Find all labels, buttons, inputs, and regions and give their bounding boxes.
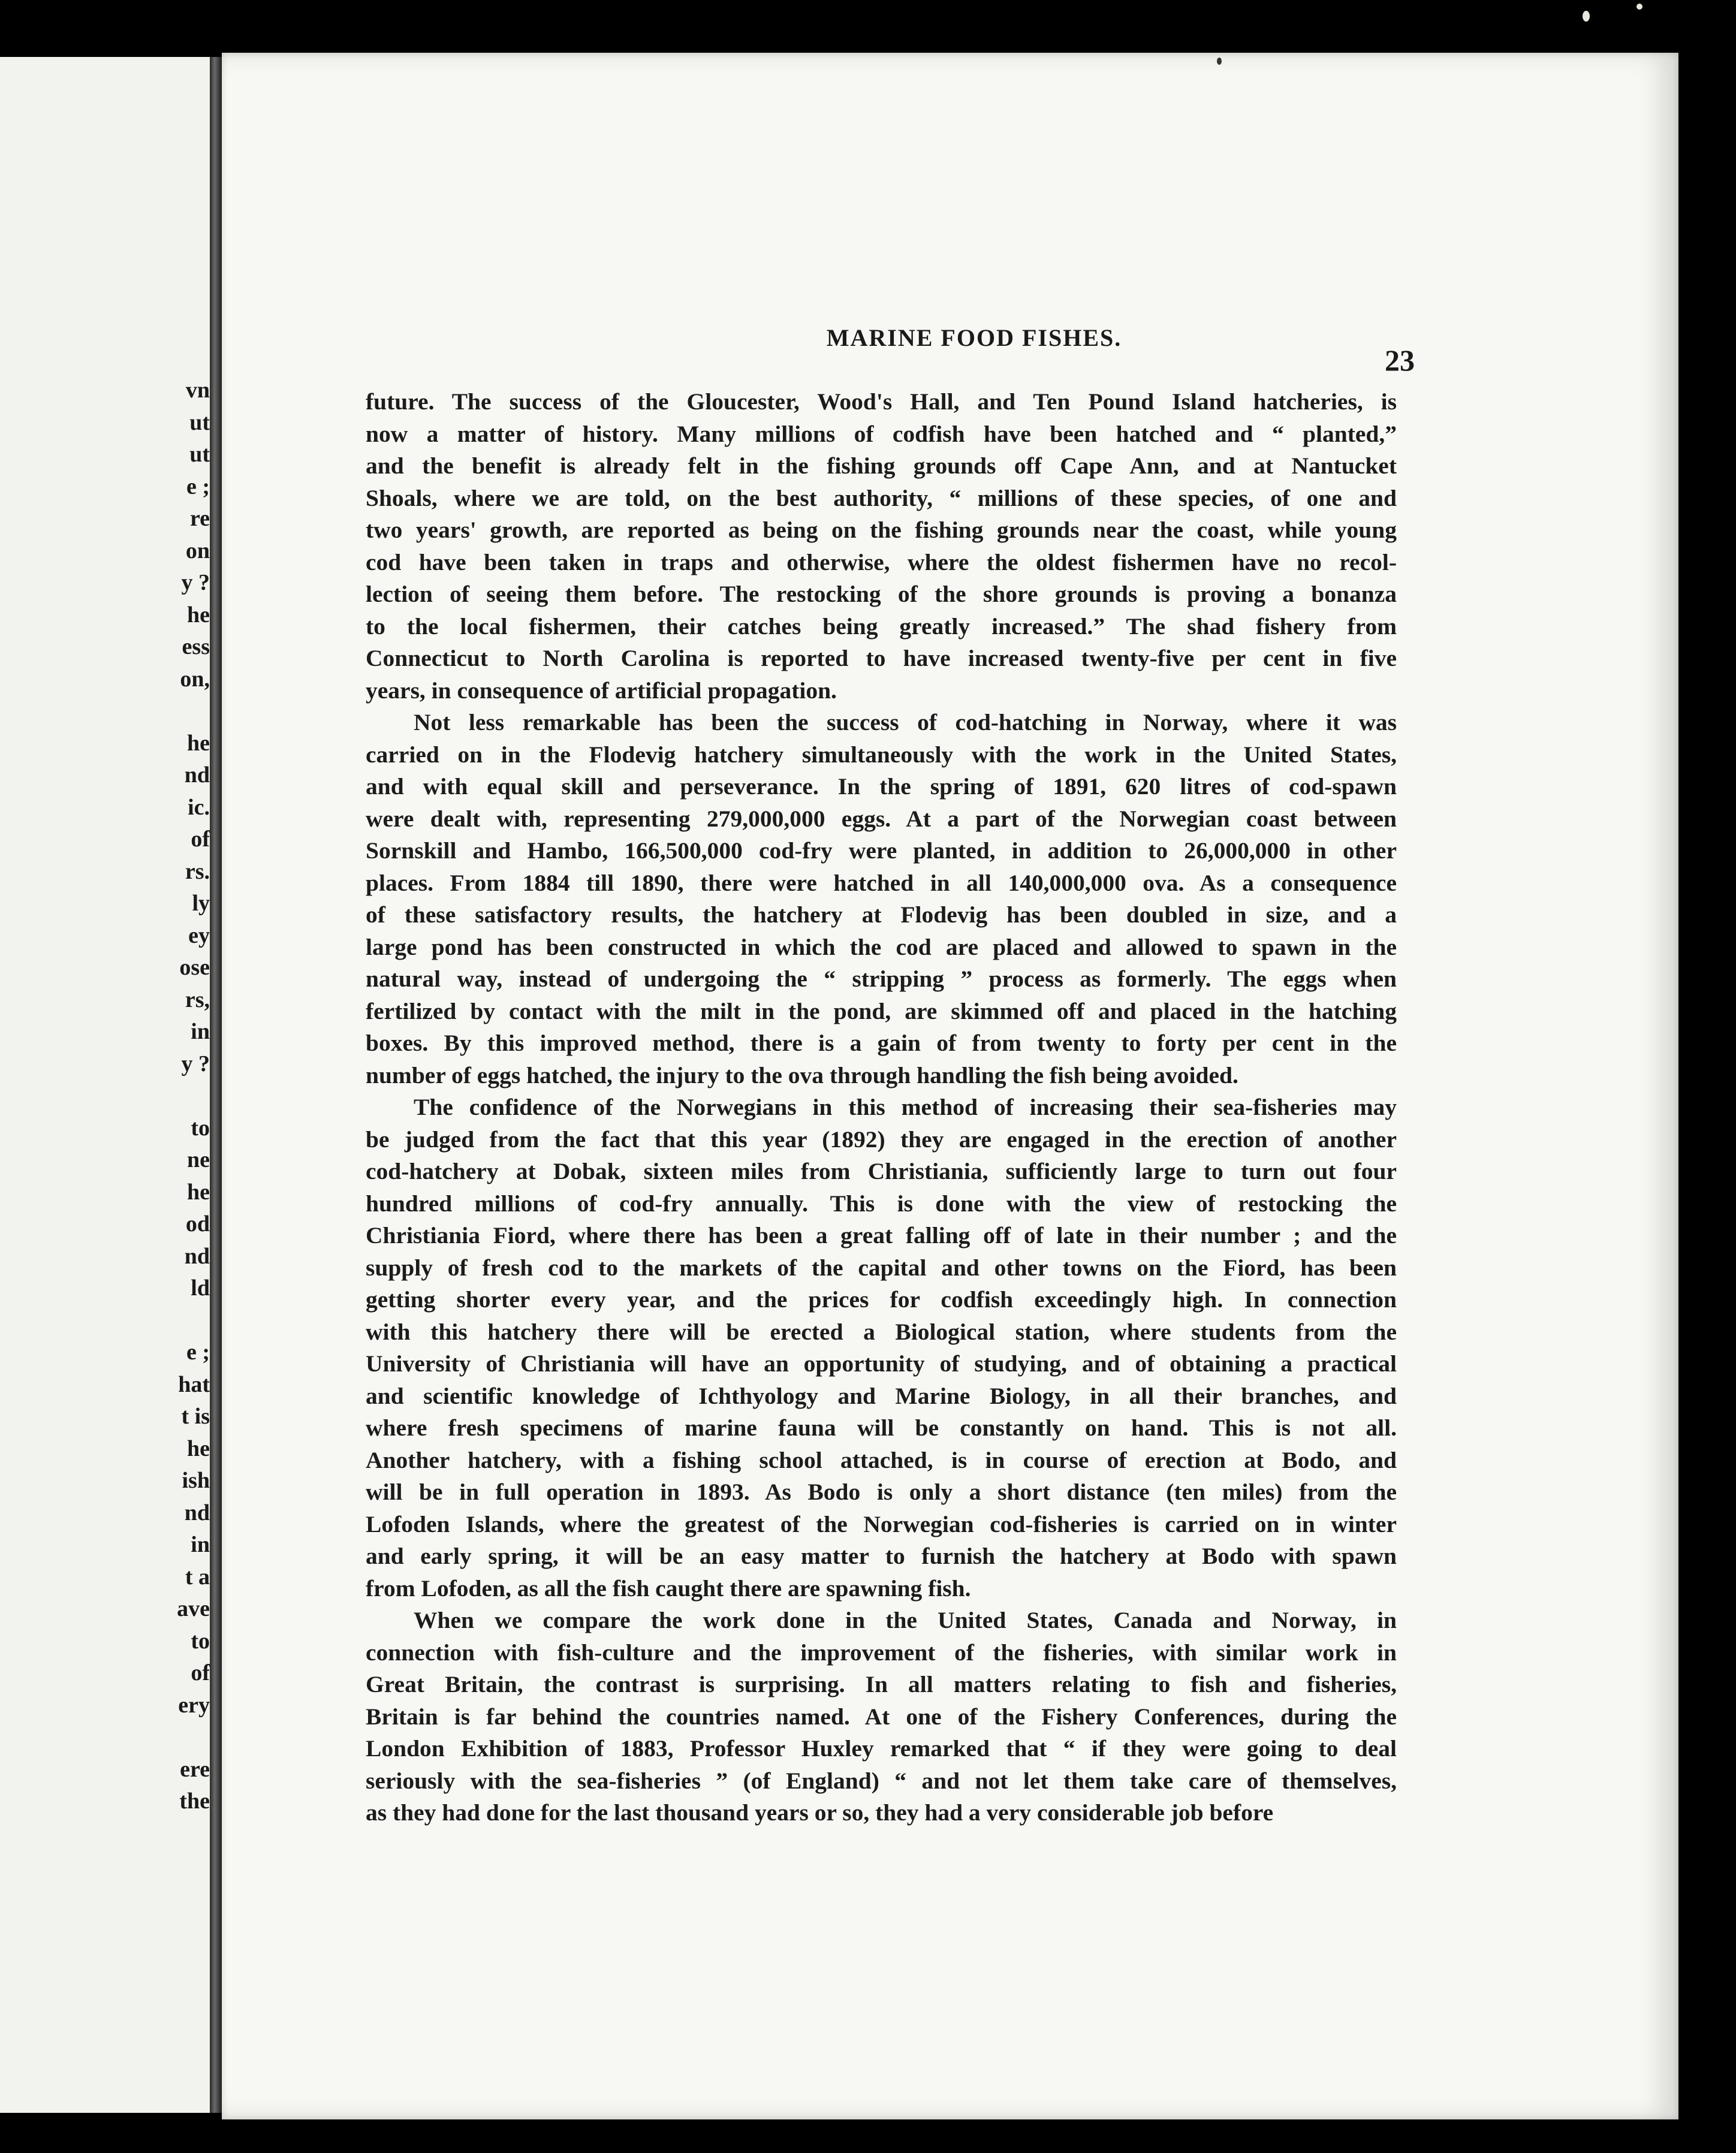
- previous-page-word: to: [191, 1115, 210, 1141]
- previous-page-word: he: [187, 602, 210, 628]
- text-line: carried on in the Flodevig hatchery simultaneously with the work in the United States,: [366, 741, 1397, 768]
- previous-page-line-endings: [132, 375, 210, 1818]
- previous-page-word: e ;: [186, 474, 210, 499]
- text-line: Connecticut to North Carolina is reported to have increased twenty-five per cent in five: [366, 645, 1397, 671]
- previous-page-word: ld: [191, 1275, 210, 1301]
- text-line: University of Christiania will have an opportunity of studying, and of obtaining a practical: [366, 1350, 1397, 1377]
- previous-page-word: ave: [177, 1596, 210, 1621]
- text-line: supply of fresh cod to the markets of the capital and other towns on the Fiord, has been: [366, 1254, 1397, 1281]
- text-line: large pond has been constructed in which the cod are placed and allowed to spawn in the: [366, 933, 1397, 960]
- text-line: where fresh specimens of marine fauna will be constantly on hand. This is not all.: [366, 1415, 1397, 1441]
- previous-page-word: ut: [189, 442, 210, 467]
- scan-speck: [1217, 58, 1222, 65]
- text-line: and with equal skill and perseverance. In the spring of 1891, 620 litres of cod-spawn: [366, 773, 1397, 800]
- previous-page-word: y ?: [181, 570, 210, 595]
- text-line: from Lofoden, as all the fish caught there are spawning fish.: [366, 1575, 971, 1602]
- paragraph: [366, 1091, 1397, 1605]
- previous-page-word: [132, 1080, 210, 1112]
- text-line: The confidence of the Norwegians in this method of increasing their sea-fisheries may: [414, 1094, 1397, 1120]
- previous-page-word: he: [187, 730, 210, 756]
- previous-page-word: in: [191, 1019, 210, 1044]
- text-line: cod-hatchery at Dobak, sixteen miles from Christiania, sufficiently large to turn out four: [366, 1158, 1397, 1184]
- body-text: [366, 386, 1397, 1829]
- previous-page-word: in: [191, 1532, 210, 1557]
- paragraph: [366, 386, 1397, 707]
- text-line: now a matter of history. Many millions of codfish have been hatched and “ planted,”: [366, 420, 1397, 447]
- previous-page-word: ose: [179, 955, 210, 980]
- text-line: number of eggs hatched, the injury to the ova through handling the fish being avoided.: [366, 1062, 1238, 1088]
- text-line: Britain is far behind the countries named. At one of the Fishery Conferences, during the: [366, 1703, 1397, 1730]
- text-line: Great Britain, the contrast is surprising. In all matters relating to fish and fisheries,: [366, 1671, 1397, 1697]
- text-line: and scientific knowledge of Ichthyology and Marine Biology, in all their branches, and: [366, 1382, 1397, 1409]
- text-line: be judged from the fact that this year (1892) they are engaged in the erection of another: [366, 1126, 1397, 1153]
- text-line: Shoals, where we are told, on the best authority, “ millions of these species, of one and: [366, 484, 1397, 511]
- previous-page-word: nd: [184, 1243, 210, 1269]
- previous-page-word: [132, 1305, 210, 1337]
- previous-page-word: y ?: [181, 1051, 210, 1076]
- previous-page-word: [132, 695, 210, 728]
- text-line: and the benefit is already felt in the fishing grounds off Cape Ann, and at Nantucket: [366, 453, 1397, 479]
- previous-page-word: [132, 1721, 210, 1754]
- previous-page-word: vn: [185, 378, 210, 403]
- previous-page-word: t a: [185, 1564, 210, 1590]
- previous-page-word: ery: [178, 1692, 210, 1718]
- previous-page-word: rs.: [185, 858, 210, 884]
- text-line: fertilized by contact with the milt in the pond, are skimmed off and placed in the hatching: [366, 997, 1397, 1024]
- text-line: Christiania Fiord, where there has been a great falling off of late in their number ; and the: [366, 1222, 1397, 1249]
- paragraph: [366, 707, 1397, 1091]
- previous-page-word: he: [187, 1436, 210, 1461]
- previous-page-word: nd: [184, 1500, 210, 1525]
- previous-page-word: the: [179, 1789, 210, 1814]
- text-line: Not less remarkable has been the success of cod-hatching in Norway, where it was: [414, 709, 1397, 735]
- text-line: Sornskill and Hambo, 166,500,000 cod-fry were planted, in addition to 26,000,000 in other: [366, 837, 1397, 864]
- previous-page-word: od: [185, 1211, 210, 1237]
- previous-page-word: ey: [188, 922, 210, 948]
- previous-page-word: nd: [184, 762, 210, 788]
- text-line: hundred millions of cod-fry annually. This is done with the view of restocking the: [366, 1190, 1397, 1217]
- previous-page-word: ere: [180, 1756, 210, 1782]
- text-line: years, in consequence of artificial propagation.: [366, 677, 837, 704]
- previous-page-word: to: [191, 1628, 210, 1654]
- text-line: natural way, instead of undergoing the “ stripping ” process as formerly. The eggs when: [366, 966, 1397, 992]
- text-line: cod have been taken in traps and otherwise, where the oldest fishermen have no recol-: [366, 548, 1397, 575]
- book-gutter: [210, 57, 222, 2113]
- text-line: When we compare the work done in the United States, Canada and Norway, in: [414, 1607, 1397, 1633]
- previous-page-sliver: [0, 57, 210, 2113]
- text-line: boxes. By this improved method, there is a gain of from twenty to forty per cent in the: [366, 1030, 1397, 1056]
- scan-speck: [1583, 11, 1590, 22]
- previous-page-word: re: [189, 506, 210, 531]
- previous-page-word: on,: [180, 666, 210, 692]
- text-line: were dealt with, representing 279,000,000 eggs. At a part of the Norwegian coast between: [366, 805, 1397, 832]
- scan-speck: [1636, 4, 1642, 10]
- previous-page-word: ic.: [188, 794, 210, 820]
- running-head: MARINE FOOD FISHES.: [826, 324, 1122, 351]
- text-line: places. From 1884 till 1890, there were hatched in all 140,000,000 ova. As a consequence: [366, 869, 1397, 896]
- previous-page-word: t is: [181, 1404, 210, 1429]
- previous-page-word: e ;: [186, 1340, 210, 1365]
- previous-page-word: hat: [178, 1371, 210, 1397]
- text-line: getting shorter every year, and the prices for codfish exceedingly high. In connection: [366, 1286, 1397, 1313]
- text-line: to the local fishermen, their catches being greatly increased.” The shad fishery from: [366, 613, 1397, 640]
- text-line: lection of seeing them before. The restocking of the shore grounds is proving a bonanza: [366, 581, 1397, 607]
- text-line: connection with fish-culture and the improvement of the fisheries, with similar work in: [366, 1639, 1397, 1666]
- page-number: 23: [1385, 343, 1415, 377]
- text-line: and early spring, it will be an easy matter to furnish the hatchery at Bodo with spawn: [366, 1543, 1397, 1569]
- page-edge-shadow: [1678, 96, 1736, 2074]
- text-line: seriously with the sea-fisheries ” (of England) “ and not let them take care of themselves,: [366, 1767, 1397, 1794]
- text-line: of these satisfactory results, the hatchery at Flodevig has been doubled in size, and a: [366, 901, 1397, 928]
- text-line: with this hatchery there will be erected a Biological station, where students from the: [366, 1318, 1397, 1345]
- text-line: future. The success of the Gloucester, Wood's Hall, and Ten Pound Island hatcheries, is: [366, 388, 1397, 415]
- text-line: will be in full operation in 1893. As Bodo is only a short distance (ten miles) from the: [366, 1479, 1397, 1505]
- previous-page-word: ess: [182, 634, 210, 659]
- previous-page-word: ish: [182, 1468, 210, 1493]
- previous-page-word: ut: [189, 409, 210, 435]
- previous-page-word: of: [191, 1660, 210, 1685]
- paragraph: [366, 1605, 1397, 1829]
- text-line: London Exhibition of 1883, Professor Huxley remarked that “ if they were going to deal: [366, 1735, 1397, 1762]
- text-line: two years' growth, are reported as being on the fishing grounds near the coast, while young: [366, 517, 1397, 543]
- previous-page-word: on: [185, 538, 210, 563]
- text-line: as they had done for the last thousand years or so, they had a very considerable job before: [366, 1799, 1274, 1826]
- text-line: Lofoden Islands, where the greatest of the Norwegian cod-fisheries is carried on in winter: [366, 1510, 1397, 1537]
- previous-page-word: rs,: [185, 987, 210, 1012]
- previous-page-word: ne: [187, 1147, 210, 1172]
- previous-page-word: he: [187, 1179, 210, 1205]
- previous-page-word: of: [191, 827, 210, 852]
- text-line: Another hatchery, with a fishing school attached, is in course of erection at Bodo, and: [366, 1446, 1397, 1473]
- previous-page-word: ly: [192, 891, 210, 916]
